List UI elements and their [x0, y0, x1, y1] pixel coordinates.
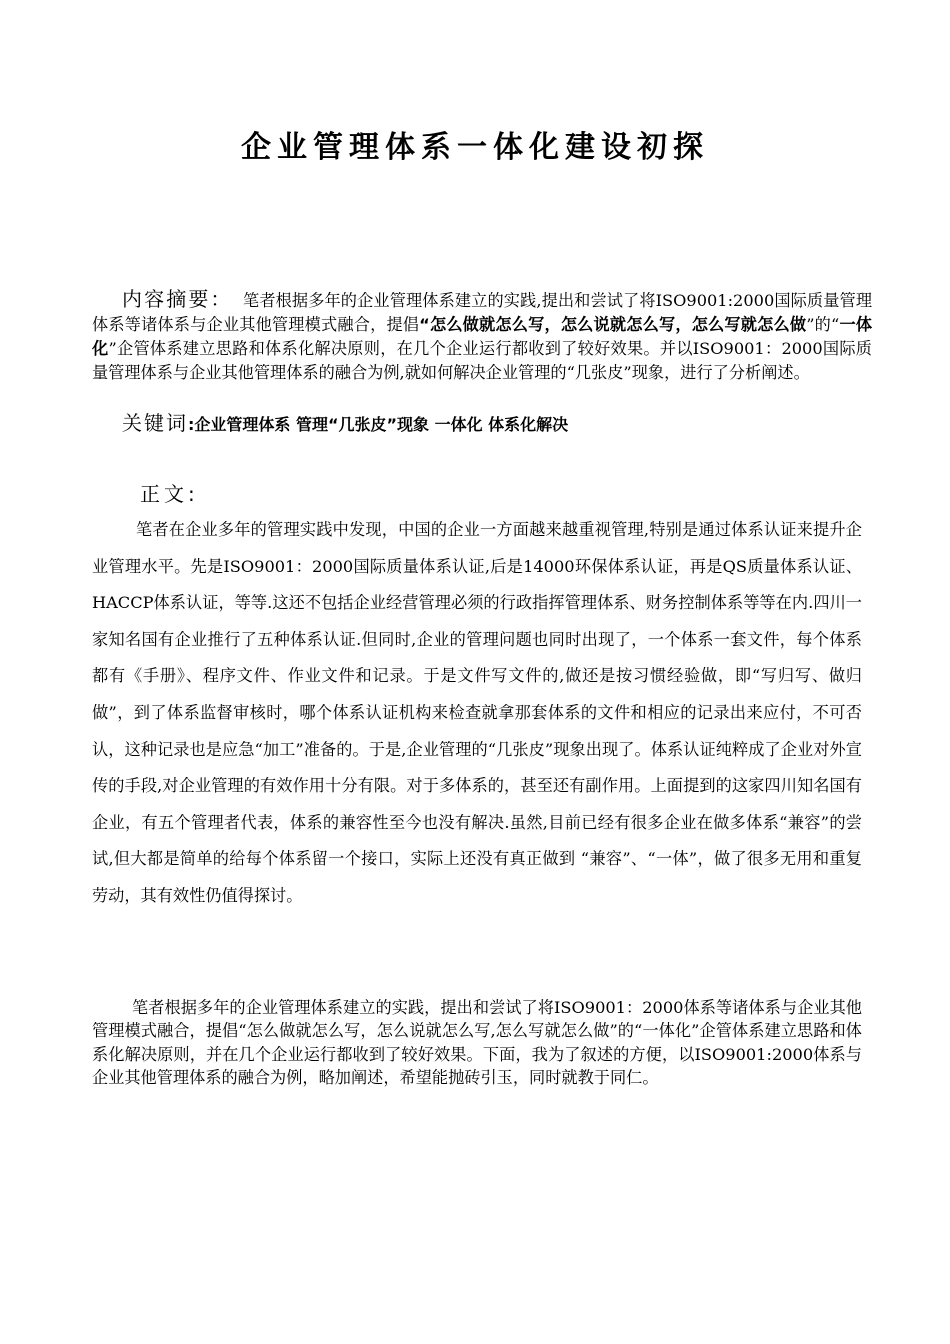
body-paragraph-1: 笔者在企业多年的管理实践中发现，中国的企业一方面越来越重视管理,特别是通过体系认证来提升企业管理水平。先是ISO9001：2000国际质量体系认证,后是14000环保体系认证，再是QS质量体系认证、HACCP体系认证，等等.这还不包括企业经营管理必须的行政指挥管理体系、财务控制体系等等在内.四川一家知名国有企业推行了五种体系认证.但同时,企业的管理问题也同时出现了，一个体系一套文件，每个体系都有《手册》、程序文件、作业文件和记录。于是文件写文件的,做还是按习惯经验做，即“写归写、做归做”，到了体系监督审核时，哪个体系认证机构来检查就拿那套体系的文件和相应的记录出来应付，不可否认，这种记录也是应急“加工”准备的。于是,企业管理的“几张皮”现象出现了。体系认证纯粹成了企业对外宣传的手段,对企业管理的有效作用十分有限。对于多体系的，甚至还有副作用。上面提到的这家四川知名国有企业，有五个管理者代表，体系的兼容性至今也没有解决.虽然,目前已经有很多企业在做多体系“兼容”的尝试,但大都是简单的给每个体系留一个接口，实际上还没有真正做到 “兼容”、“一体”，做了很多无用和重复劳动，其有效性仍值得探讨。	[92, 520, 862, 905]
abstract-paragraph	[92, 287, 872, 385]
keywords-section	[122, 411, 882, 437]
abstract-emphasis-2: 一体化	[92, 315, 873, 358]
abstract-text-part1: 笔者根据多年的企业管理体系建立的实践,提出和尝试了将ISO9001:2000国际质量管理体系等诸体系与企业其他管理模式融合，提倡	[92, 291, 873, 334]
body-heading: 正文:	[140, 482, 199, 506]
abstract-label: 内容摘要：	[122, 287, 233, 311]
keywords-label: 关键词	[122, 411, 188, 435]
abstract-text-part3: ”企管体系建立思路和体系化解决原则，在几个企业运行都收到了较好效果。并以ISO9001：2000国际质量管理体系与企业其他管理体系的融合为例,就如何解决企业管理的“几张皮”现象，进行了分析阐述。	[92, 339, 872, 382]
keywords-text: :企业管理体系 管理“几张皮”现象 一体化 体系化解决	[188, 415, 569, 434]
abstract-section	[92, 287, 872, 385]
abstract-text-part2: ”的“	[806, 315, 840, 334]
abstract-emphasis-1: “怎么做就怎么写，怎么说就怎么写，怎么写就怎么做	[419, 315, 807, 334]
body-paragraph-2: 笔者根据多年的企业管理体系建立的实践，提出和尝试了将ISO9001：2000体系等诸体系与企业其他管理模式融合，提倡“怎么做就怎么写，怎么说就怎么写,怎么写就怎么做”的“一体化”企管体系建立思路和体系化解决原则，并在几个企业运行都收到了较好效果。下面，我为了叙述的方便，以ISO9001:2000体系与企业其他管理体系的融合为例，略加阐述，希望能抛砖引玉，同时就教于同仁。	[92, 998, 862, 1088]
document-title: 企业管理体系一体化建设初探	[241, 130, 709, 165]
